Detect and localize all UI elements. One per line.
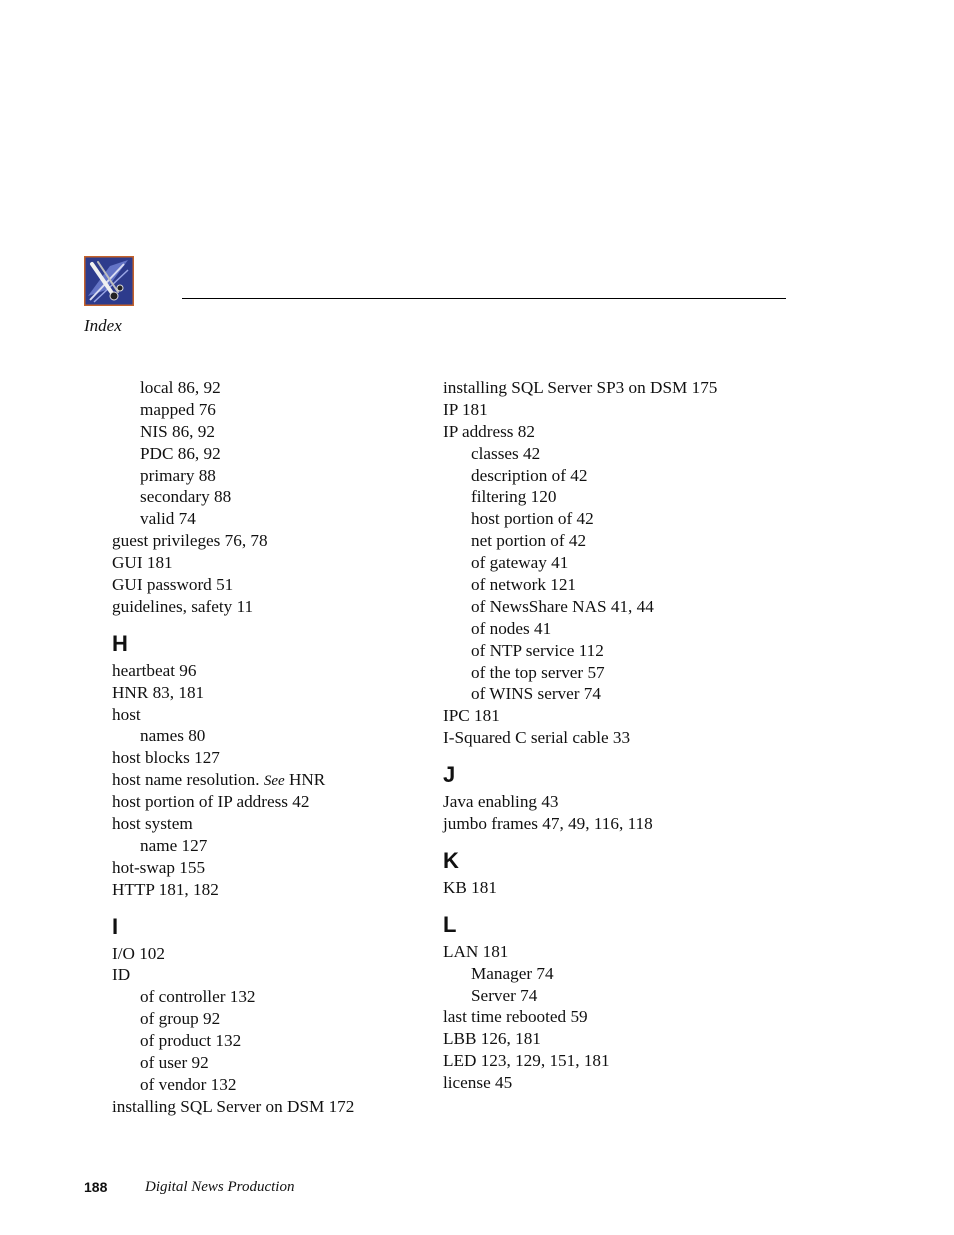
index-entry: LAN 181 <box>443 941 509 961</box>
index-subentry: of WINS server 74 <box>471 684 601 704</box>
index-entry: installing SQL Server on DSM 172 <box>112 1096 355 1116</box>
index-column-left <box>112 377 422 1118</box>
index-entry: IP 181 <box>443 399 488 419</box>
page-number: 188 <box>84 1179 108 1195</box>
index-entry: installing SQL Server SP3 on DSM 175 <box>443 378 718 397</box>
book-title: Digital News Production <box>145 1179 295 1195</box>
index-entry: HNR 83, 181 <box>112 682 205 702</box>
index-subentry: net portion of 42 <box>471 531 587 551</box>
section-label: Index <box>84 316 122 335</box>
index-subentry: description of 42 <box>471 465 588 485</box>
index-entry: hot-swap 155 <box>112 857 206 877</box>
index-entry: guidelines, safety 11 <box>112 596 254 616</box>
index-letter-heading: J <box>443 762 456 788</box>
product-logo-icon <box>84 256 134 306</box>
index-subentry: host portion of 42 <box>471 509 594 529</box>
index-entry: IP address 82 <box>443 421 535 441</box>
header-rule <box>182 298 786 299</box>
index-subentry: secondary 88 <box>140 487 232 507</box>
index-subentry: classes 42 <box>471 443 541 463</box>
index-subentry: PDC 86, 92 <box>140 443 221 463</box>
index-entry: license 45 <box>443 1073 513 1093</box>
index-entry-text: host name resolution. <box>112 770 260 790</box>
index-subentry: valid 74 <box>140 509 196 529</box>
index-entry: I-Squared C serial cable 33 <box>443 728 631 748</box>
index-subentry: of user 92 <box>140 1053 209 1073</box>
index-entry: host portion of IP address 42 <box>112 792 310 812</box>
index-letter-heading: L <box>443 911 457 937</box>
index-entry <box>112 769 422 791</box>
index-subentry: Manager 74 <box>471 963 554 983</box>
index-subentry: of NTP service 112 <box>471 640 604 660</box>
index-entry: Java enabling 43 <box>443 792 559 812</box>
index-entry: jumbo frames 47, 49, 116, 118 <box>443 814 653 834</box>
index-letter-heading: K <box>443 847 459 873</box>
index-entry: LED 123, 129, 151, 181 <box>443 1051 610 1071</box>
index-entry: GUI 181 <box>112 553 173 573</box>
index-subentry: of gateway 41 <box>471 553 569 573</box>
index-subentry: of the top server 57 <box>471 662 605 682</box>
index-subentry: name 127 <box>140 835 208 855</box>
index-subentry: of nodes 41 <box>471 618 552 638</box>
index-entry: I/O 102 <box>112 943 165 963</box>
index-subentry: of controller 132 <box>140 987 256 1007</box>
index-letter-heading: I <box>112 913 119 939</box>
index-entry: IPC 181 <box>443 706 500 726</box>
index-subentry: local 86, 92 <box>140 378 221 397</box>
index-entry: GUI password 51 <box>112 575 234 595</box>
index-subentry: Server 74 <box>471 985 538 1005</box>
index-entry: host <box>112 704 141 724</box>
index-subentry: primary 88 <box>140 465 216 485</box>
index-entry: HTTP 181, 182 <box>112 879 219 899</box>
see-reference: See <box>263 773 285 790</box>
index-entry: ID <box>112 965 131 985</box>
index-subentry: of vendor 132 <box>140 1074 237 1094</box>
index-subentry: of group 92 <box>140 1009 221 1029</box>
index-entry: KB 181 <box>443 877 497 897</box>
index-entry: last time rebooted 59 <box>443 1007 588 1027</box>
index-subentry: of product 132 <box>140 1031 242 1051</box>
index-subentry: NIS 86, 92 <box>140 421 215 441</box>
index-entry: heartbeat 96 <box>112 660 197 680</box>
index-entry: host blocks 127 <box>112 748 220 768</box>
see-target: HNR <box>288 770 326 790</box>
index-entry: LBB 126, 181 <box>443 1029 541 1049</box>
index-subentry: of NewsShare NAS 41, 44 <box>471 596 654 616</box>
index-subentry: of network 121 <box>471 575 577 595</box>
index-letter-heading: H <box>112 630 128 656</box>
index-column-right <box>443 377 803 1094</box>
index-subentry: filtering 120 <box>471 487 557 507</box>
index-entry: guest privileges 76, 78 <box>112 531 268 551</box>
index-entry: host system <box>112 814 193 834</box>
index-subentry: names 80 <box>140 726 206 746</box>
index-subentry: mapped 76 <box>140 399 216 419</box>
